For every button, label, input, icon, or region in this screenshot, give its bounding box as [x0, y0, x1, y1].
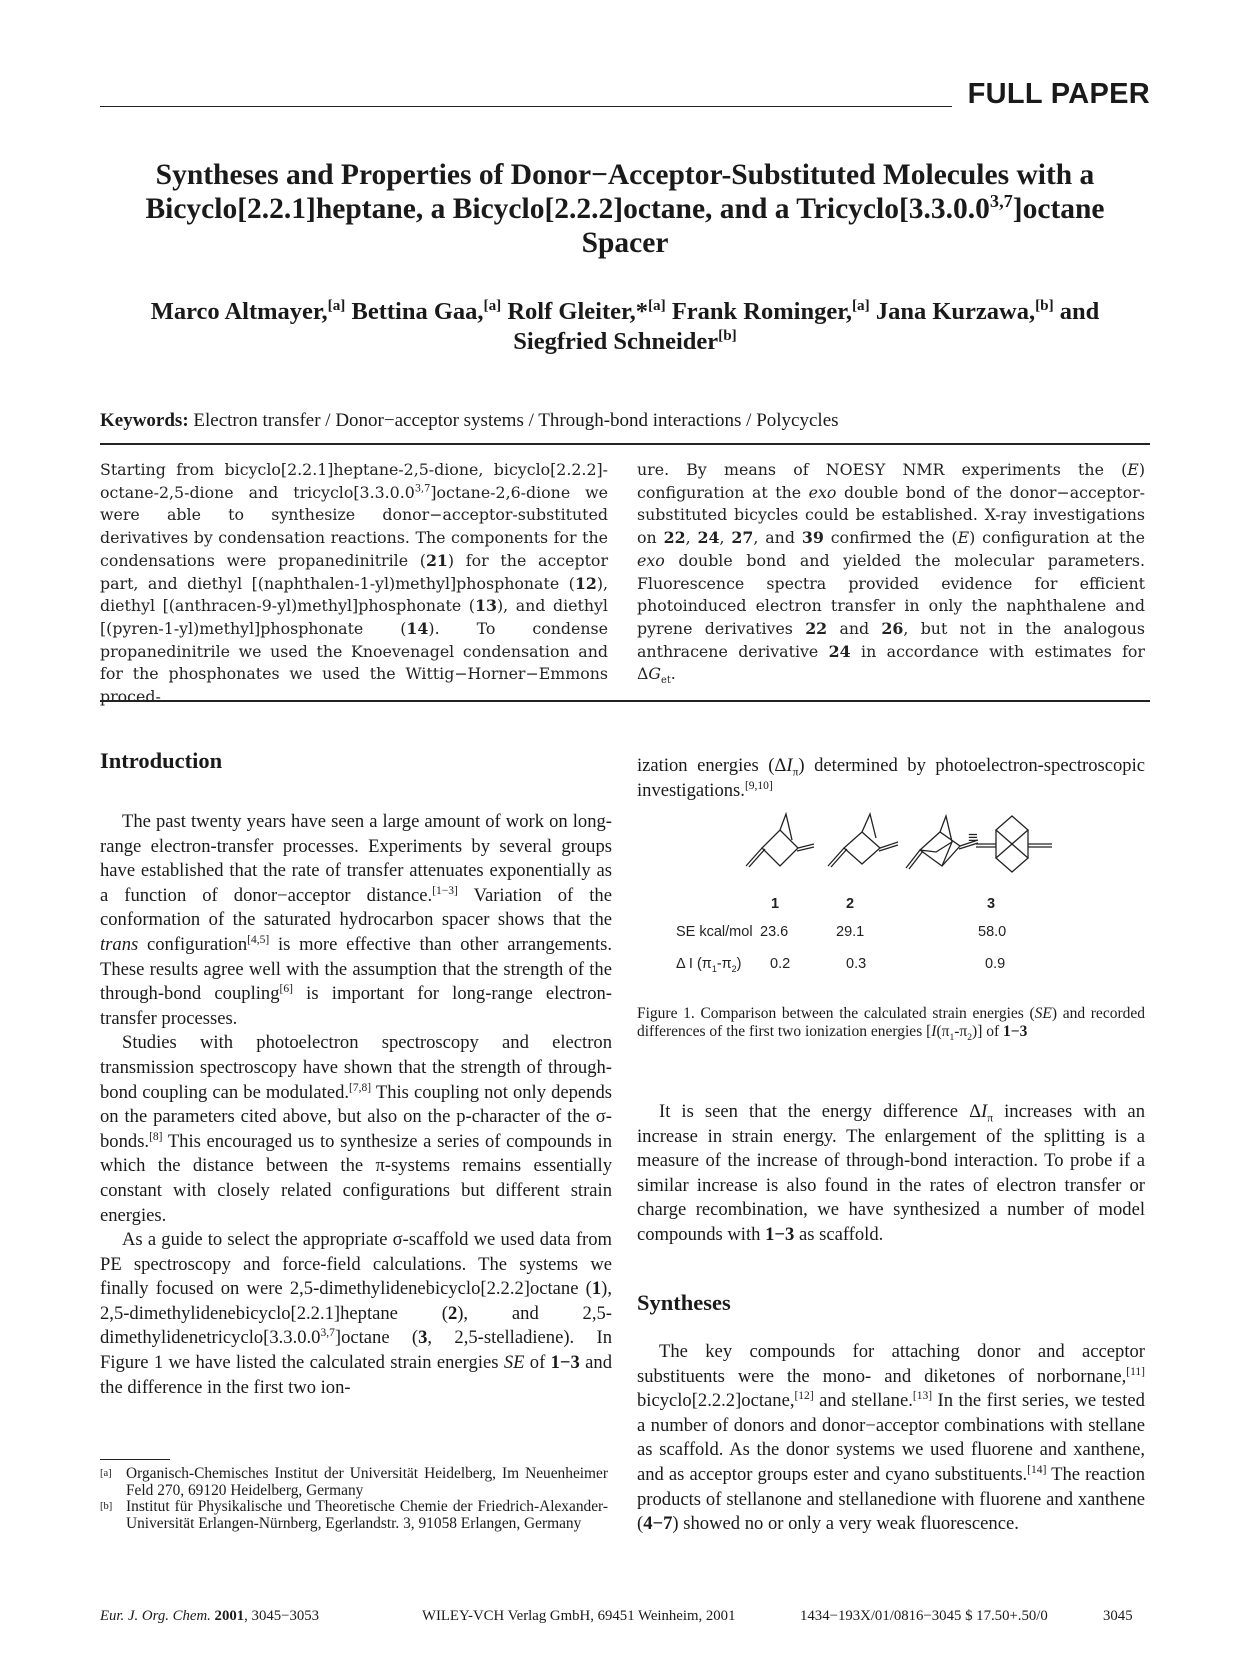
figure1-caption: Figure 1. Comparison between the calculated strain energies (SE) and recorded differences of the first two ionization energies $[I(\pi_1-\pi_2)]$ of 1−3	[637, 1005, 1145, 1044]
compound-label-1: 1	[771, 896, 780, 912]
abstract-top-rule	[100, 443, 1150, 445]
header-rule	[100, 106, 952, 107]
se-row-label: SE kcal/mol	[676, 924, 753, 940]
compound-label-3: 3	[987, 896, 996, 912]
intro-paragraph-2: Studies with photoelectron spectroscopy and electron transmission spectroscopy have shown that the strength of through-bond coupling can be modulated.[7,8] This coupling not only depends on the parameters cited above, but also on the p-character of the σ-bonds.[8] This encouraged us to synthesize a series of compounds in which the distance between the π-systems remains essentially constant with closely related configurations but different strain energies.	[100, 1032, 612, 1226]
author-line-2: Siegfried Schneider[b]	[513, 326, 737, 355]
intro-paragraph-1: The past twenty years have seen a large amount of work on long-range electron-transfer processes. Experiments by several groups have established that the rate of transfer attenuates exponentially as a function of donor−acceptor distance.[1−3] Variation of the conformation of the saturated hydrocarbon spacer shows that the trans configuration[4,5] is more effective than other arrangements. These results agree well with the assumption that the strength of the through-bond coupling[6] is important for long-range electron-transfer processes.	[100, 811, 612, 1029]
delta-i-value-2: 0.3	[846, 956, 867, 972]
keywords-text: Electron transfer / Donor−acceptor systems / Through-bond interactions / Polycycles	[193, 410, 839, 431]
se-value-3: 58.0	[978, 924, 1007, 940]
syntheses-paragraph-1: The key compounds for attaching donor and acceptor substituents were the mono- and diketones of norbornane,[11] bicyclo[2.2.2]octane,[12] and stellane.[13] In the first series, we tested a number of donors and donor−acceptor combinations with stellane as scaffold. As the donor systems we used fluorene and xanthene, and as acceptor groups ester and cyano substituents.[14] The reaction products of stellanone and stellanedione with fluorene and xanthene (4−7) showed no or only a very weak fluorescence.	[637, 1341, 1145, 1535]
author-line-1: Marco Altmayer,[a] Bettina Gaa,[a] Rolf Gleiter,*[a] Frank Rominger,[a] Jana Kurzawa,[b] and	[150, 296, 1100, 325]
abstract-right: ure. By means of NOESY NMR experiments the (E) configuration at the exo double bond of the donor−acceptor-substituted bicycles could be established. X-ray investigations on 22, 24, 27, and 39 confirmed the (E) configuration at the exo double bond and yielded the molecular parameters. Fluorescence spectra provided evidence for efficient photoinduced electron transfer in only the naphthalene and pyrene derivatives 22 and 26, but not in the analogous anthracene derivative 24 in accordance with estimates for $\Delta G_{et}$.	[637, 460, 1146, 687]
stellane-icon	[976, 816, 1052, 872]
paper-title	[100, 158, 1150, 260]
structure-1-icon	[746, 814, 814, 867]
se-value-1: 23.6	[760, 924, 789, 940]
author-list	[100, 297, 1150, 357]
keywords-label: Keywords:	[100, 410, 189, 431]
section-label: FULL PAPER	[967, 78, 1150, 110]
compound-label-2: 2	[846, 896, 855, 912]
syntheses-heading: Syntheses	[637, 1290, 731, 1315]
title-line-3: Spacer	[581, 227, 669, 259]
structure-2-icon	[828, 814, 898, 867]
delta-i-value-3: 0.9	[985, 956, 1006, 972]
title-line-2: Bicyclo[2.2.1]heptane, a Bicyclo[2.2.2]octane, and a Tricyclo[3.3.0.0$^{3,7}$]octane	[145, 191, 1105, 225]
intro-paragraph-3: As a guide to select the appropriate σ-scaffold we used data from PE spectroscopy and force-field calculations. The systems we finally focused on were 2,5-dimethylidenebicyclo[2.2.2]octane (1), 2,5-dimethylidenebicyclo[2.2.1]heptane (2), and 2,5-dimethylidenetricyclo[3.3.0.0$^{3,7}$]octane (3, 2,5-stelladiene). In Figure 1 we have listed the calculated strain energies SE of 1−3 and the difference in the first two ion-	[100, 1229, 612, 1398]
affiliation-footnotes	[100, 1466, 608, 1532]
delta-i-row-label: Δ I $(\pi_1-\pi_2)$	[676, 956, 742, 974]
page-number: 3045	[1103, 1608, 1133, 1624]
keywords	[100, 410, 1150, 432]
figure1-structures	[740, 808, 1100, 886]
intro-paragraph-4: It is seen that the energy difference $\Delta I_\pi$ increases with an increase in strain energy. The enlargement of the splitting is a measure of the increase of through-bond interaction. To probe if a similar increase is also found in the rates of electron transfer or charge recombination, we have synthesized a number of model compounds with 1−3 as scaffold.	[637, 1101, 1145, 1245]
footnote-rule	[100, 1459, 170, 1460]
journal-citation: Eur. J. Org. Chem. 2001, 3045−3053	[100, 1608, 320, 1624]
introduction-right-continuation: ization energies $(\Delta I_\pi)$ determined by photoelectron-spectroscopic investigations.[9,10]	[637, 755, 1146, 801]
delta-i-value-1: 0.2	[770, 956, 791, 972]
title-line-1: Syntheses and Properties of Donor−Acceptor-Substituted Molecules with a	[155, 159, 1095, 191]
se-value-2: 29.1	[836, 924, 865, 940]
issn-code: 1434−193X/01/0816−3045 $ 17.50+.50/0	[800, 1608, 1048, 1624]
abstract-bottom-rule	[100, 700, 1150, 702]
introduction-heading: Introduction	[100, 748, 223, 773]
introduction-left-column	[100, 810, 612, 1400]
footnote-a: [a] Organisch-Chemisches Institut der Universität Heidelberg, Im Neuenheimer Feld 270, 69120 Heidelberg, Germany	[100, 1465, 608, 1499]
abstract-left: Starting from bicyclo[2.2.1]heptane-2,5-dione, bicyclo[2.2.2]- octane-2,5-dione and tricyclo[3.3.0.0$^{3,7}$]octane-2,6-dione we were able to synthesize donor−acceptor-substituted derivatives by condensation reactions. The components for the condensations were propanedinitrile (21) for the acceptor part, and diethyl [(naphthalen-1-yl)methyl]phosphonate (12), diethyl [(anthracen-9-yl)methyl]phosphonate (13), and diethyl [(pyren-1-yl)methyl]phosphonate (14). To condense propanedinitrile we used the Knoevenagel condensation and for the phosphonates we used the Wittig−Horner−Emmons proced-	[100, 460, 608, 707]
footnote-b: [b] Institut für Physikalische und Theoretische Chemie der Friedrich-Alexander-Universität Erlangen-Nürnberg, Egerlandstr. 3, 91058 Erlangen, Germany	[100, 1498, 608, 1532]
publisher-line: WILEY-VCH Verlag GmbH, 69451 Weinheim, 2001	[422, 1608, 736, 1624]
equivalence-sign: ≡	[968, 828, 978, 847]
